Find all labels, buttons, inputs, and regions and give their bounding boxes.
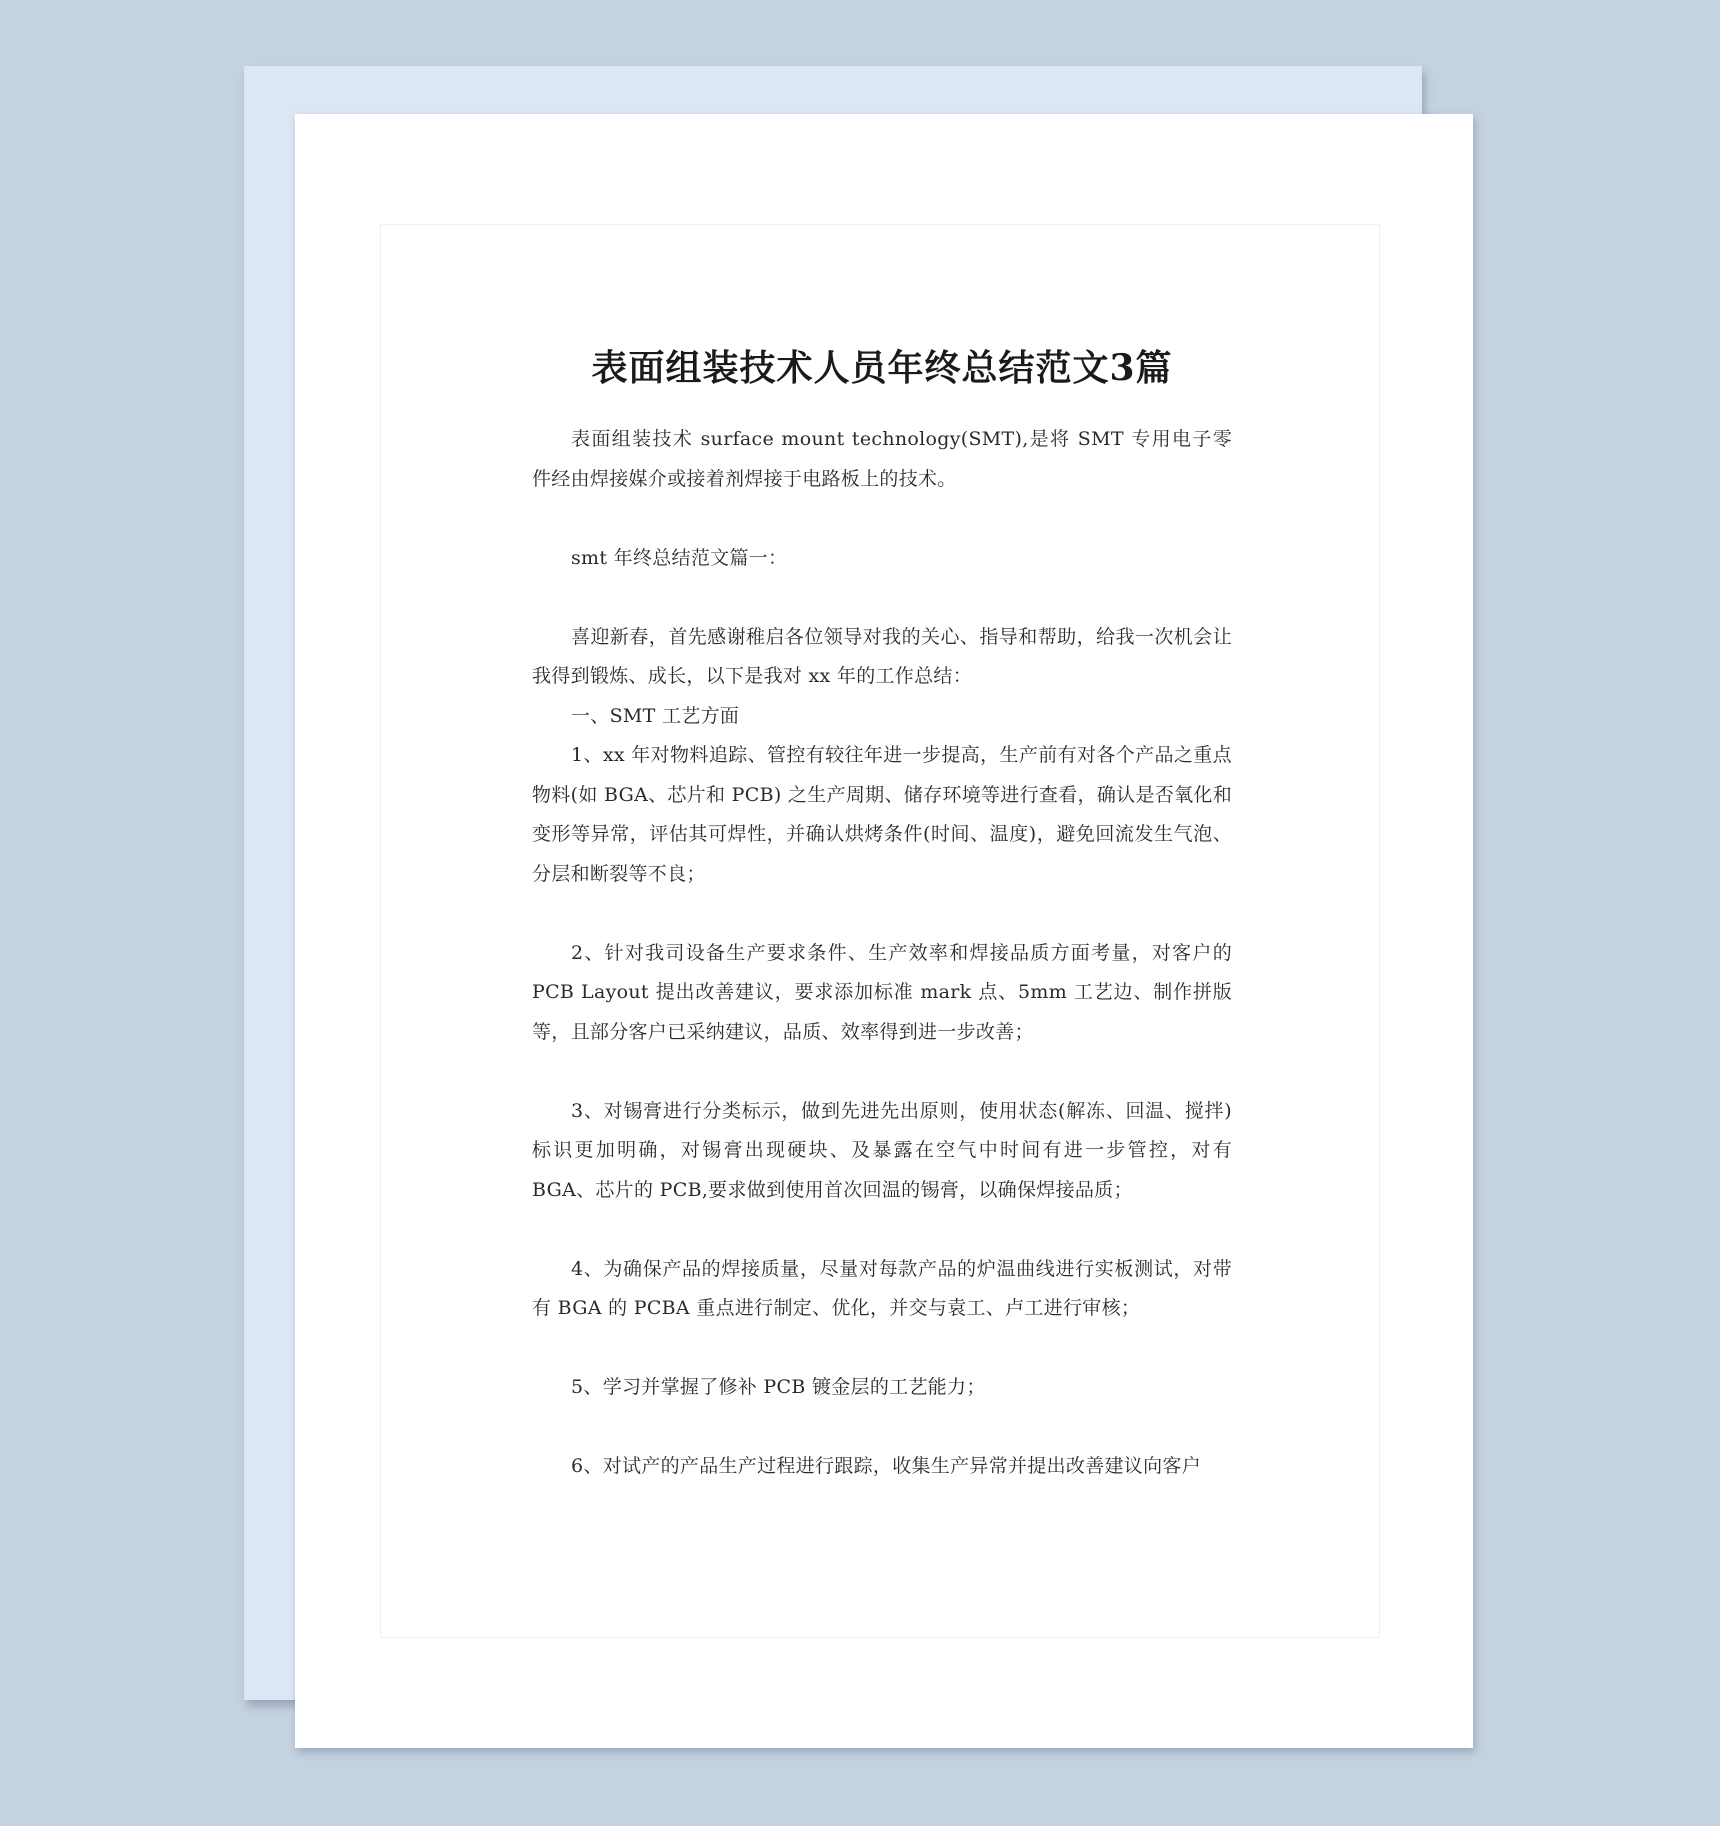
paragraph-spacer (532, 499, 1232, 539)
document-page (295, 114, 1473, 1748)
paragraph-spacer (532, 1329, 1232, 1369)
paragraph-spacer (532, 1210, 1232, 1250)
paragraph: 一、SMT 工艺方面 (571, 704, 740, 727)
paragraph: 4、为确保产品的焊接质量，尽量对每款产品的炉温曲线进行实板测试，对带有 BGA 的 PCBA 重点进行制定、优化，并交与袁工、卢工进行审核； (532, 1257, 1232, 1319)
document-body (532, 344, 1232, 1487)
paragraph: 表面组装技术 surface mount technology(SMT),是将 SMT 专用电子零件经由焊接媒介或接着剂焊接于电路板上的技术。 (532, 428, 1232, 490)
paragraph: smt 年终总结范文篇一： (571, 546, 788, 569)
paragraph: 3、对锡膏进行分类标示，做到先进先出原则，使用状态(解冻、回温、搅拌)标识更加明确，对锡膏出现硬块、及暴露在空气中时间有进一步管控，对有 BGA、芯片的 PCB,要求做到使用首次回温的锡膏，以确保焊接品质； (532, 1099, 1232, 1201)
paragraph: 6、对试产的产品生产过程进行跟踪，收集生产异常并提出改善建议向客户 (571, 1455, 1201, 1477)
paragraph-spacer (532, 1052, 1232, 1092)
paragraph: 1、xx 年对物料追踪、管控有较往年进一步提高，生产前有对各个产品之重点物料(如 BGA、芯片和 PCB) 之生产周期、储存环境等进行查看，确认是否氧化和变形等异常，评估其可焊性，并确认烘烤条件(时间、温度)，避免回流发生气泡、分层和断裂等不良； (532, 744, 1232, 885)
document-title: 表面组装技术人员年终总结范文3篇 (591, 347, 1173, 389)
paragraph-spacer (532, 1408, 1232, 1448)
paragraph: 喜迎新春，首先感谢稚启各位领导对我的关心、指导和帮助，给我一次机会让我得到锻炼、成长，以下是我对 xx 年的工作总结： (532, 625, 1232, 687)
document-paragraphs (532, 420, 1232, 1487)
paragraph: 2、针对我司设备生产要求条件、生产效率和焊接品质方面考量，对客户的 PCB Layout 提出改善建议，要求添加标准 mark 点、5mm 工艺边、制作拼版等，且部分客户已采纳建议，品质、效率得到进一步改善； (532, 941, 1232, 1043)
paragraph-spacer (532, 894, 1232, 934)
paragraph-spacer (532, 578, 1232, 618)
paragraph: 5、学习并掌握了修补 PCB 镀金层的工艺能力； (571, 1376, 986, 1398)
